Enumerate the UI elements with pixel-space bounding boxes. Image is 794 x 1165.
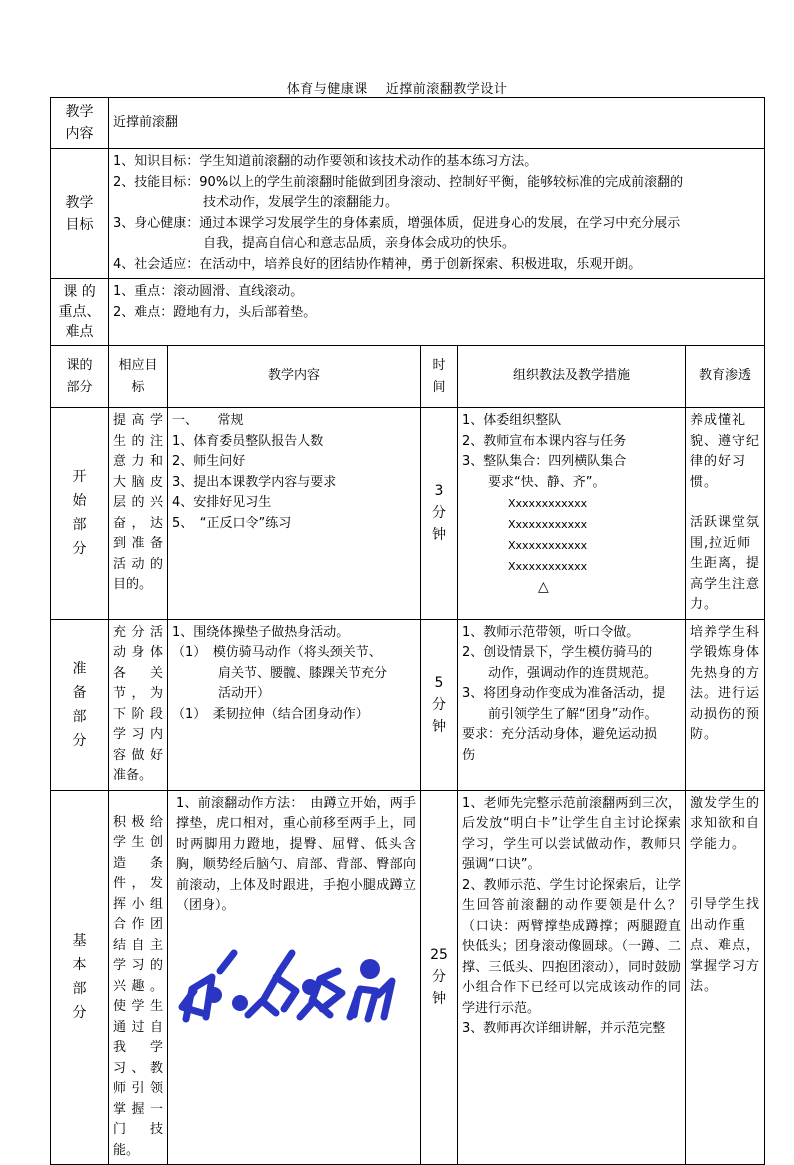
teaching-content-value: 近撑前滚翻 [109, 98, 765, 149]
edu-line: 引导学生找出动作重点、难点，掌握学习方法。 [690, 897, 761, 994]
label-teaching-content: 教学 内容 [51, 98, 109, 149]
formation-row: Xxxxxxxxxxxx [508, 539, 588, 552]
method-line: 伤 [462, 747, 476, 763]
label-teaching-goals: 教学 目标 [51, 149, 109, 279]
difficult-point: 2、难点：蹬地有力，头后部着垫。 [113, 304, 317, 320]
start-method [458, 408, 686, 620]
page-title [0, 78, 794, 97]
goal-health-cont: 自我，提高自信心和意志品质，亲身体会成功的快乐。 [203, 236, 516, 251]
roll-method-text: 1、前滚翻动作方法： 由蹲立开始，两手撑垫，虎口相对，重心前移至两手上，同时两脚用力蹬地，提臀、屈臂、低头含胸，顺势经后脑勺、肩部、背部、臀部向前滚动，上体及时跟进，手抱小腿成蹲立（团身）。 [176, 795, 416, 913]
content-line: （1） 柔韧拉伸（结合团身动作） [172, 706, 369, 722]
header-method: 组织教法及教学措施 [458, 346, 686, 408]
formation-row: Xxxxxxxxxxxx [508, 560, 588, 573]
start-time: 3 分 钟 [421, 408, 458, 620]
prep-time: 5 分 钟 [421, 619, 458, 790]
row-teaching-content [51, 98, 765, 149]
basic-target: 积极给学生创造条件，发挥小组合作团结自主学习的兴趣。使学生通过自我学习、教师引领掌握一门技能。 [109, 790, 168, 1165]
content-line: 肩关节、腰髋、膝踝关节充分 [218, 665, 388, 681]
title-course: 体育与健康课 [286, 82, 368, 97]
header-edu: 教育渗透 [686, 346, 765, 408]
row-start [51, 408, 765, 620]
goal-social: 4、社会适应：在活动中，培养良好的团结协作精神，勇于创新探索、积极进取，乐观开朗。 [113, 256, 642, 272]
row-prep [51, 619, 765, 790]
basic-edu [686, 790, 765, 1165]
forward-roll-figures [172, 931, 416, 1031]
basic-content [168, 790, 421, 1165]
prep-target: 充分活动身体各关节，为下阶段学习内容做好准备。 [109, 619, 168, 790]
content-line: 一、 常规 [172, 413, 244, 428]
start-edu [686, 408, 765, 620]
prep-edu: 培养学生科学锻炼身体先热身的方法。进行运动损伤的预防。 [686, 619, 765, 790]
content-line: （1） 模仿骑马动作（将头颈关节、 [172, 645, 382, 660]
method-line: 3、整队集合：四列横队集合 [462, 454, 627, 469]
label-key-points: 课 的 重点、 难点 [51, 279, 109, 346]
goal-skill: 2、技能目标：90%以上的学生前滚翻时能做到团身滚动、控制好平衡，能够较标准的完成前滚翻的 [113, 174, 684, 190]
method-paragraph: 2、教师示范、学生讨论探索后，让学生回答前滚翻的动作要领是什么？（口诀：两臂撑垫成蹲撑；两腿蹬直快低头；团身滚动像圆球。（一蹲、二撑、三低头、四抱团滚动），同时鼓励小组合作下已经可以完成该动作的同学进行示范。 [462, 877, 681, 1016]
prep-content [168, 619, 421, 790]
part-start: 开 始 部 分 [51, 408, 109, 620]
key-points-list [109, 279, 765, 346]
start-content [168, 408, 421, 620]
row-header [51, 346, 765, 408]
title-topic: 近撑前滚翻教学设计 [385, 82, 508, 97]
forward-roll-figure-icon [172, 931, 412, 1031]
method-paragraph: 1、老师先完整示范前滚翻两到三次，后发放“明白卡”让学生自主讨论探索学习，学生可以尝试做动作，教师只强调“口诀”。 [462, 795, 681, 872]
header-time: 时 间 [421, 346, 458, 408]
method-line: 3、将团身动作变成为准备活动，提 [462, 686, 666, 701]
method-line: 2、教师宣布本课内容与任务 [462, 433, 627, 449]
header-target: 相应目 标 [109, 346, 168, 408]
prep-method [458, 619, 686, 790]
basic-time: 25 分 钟 [421, 790, 458, 1165]
goal-skill-cont: 技术动作，发展学生的滚翻能力。 [203, 195, 399, 210]
content-line: 4、安排好见习生 [172, 495, 272, 510]
formation-row: Xxxxxxxxxxxx [508, 497, 588, 510]
content-line: 3、提出本课教学内容与要求 [172, 474, 337, 490]
part-prep: 准 备 部 分 [51, 619, 109, 790]
goal-health: 3、身心健康：通过本课学习发展学生的身体素质，增强体质，促进身心的发展，在学习中充分展示 [113, 215, 681, 231]
method-line: 2、创设情景下，学生模仿骑马的 [462, 645, 653, 660]
row-basic [51, 790, 765, 1165]
formation-row: Xxxxxxxxxxxx [508, 518, 588, 531]
content-line: 1、体育委员整队报告人数 [172, 433, 324, 449]
key-point: 1、重点：滚动圆滑、直线滚动。 [113, 284, 304, 299]
content-line: 1、围绕体操垫子做热身活动。 [172, 624, 350, 640]
row-key-points [51, 279, 765, 346]
method-line: 1、教师示范带领，听口令做。 [462, 624, 640, 640]
method-paragraph: 3、教师再次详细讲解，并示范完整 [462, 1021, 666, 1036]
content-line: 活动开） [218, 686, 271, 701]
header-part: 课的 部分 [51, 346, 109, 408]
start-target: 提高学生的注意力和大脑皮层的兴奋，达到准备活动的目的。 [109, 408, 168, 620]
header-content: 教学内容 [168, 346, 421, 408]
edu-line: 激发学生的求知欲和自学能力。 [690, 795, 761, 852]
teaching-goals-list [109, 149, 765, 279]
teacher-triangle-icon: △ [538, 579, 549, 595]
part-basic: 基 本 部 分 [51, 790, 109, 1165]
lesson-plan-table [50, 97, 765, 1165]
method-line: 要求：充分活动身体，避免运动损 [462, 727, 658, 742]
method-line: 1、体委组织整队 [462, 413, 562, 428]
row-teaching-goals [51, 149, 765, 279]
basic-method [458, 790, 686, 1165]
content-line: 5、 “正反口令”练习 [172, 515, 292, 531]
edu-line: 活跃课堂氛围,拉近师生距离，提高学生注意力。 [690, 515, 761, 612]
goal-knowledge: 1、知识目标：学生知道前滚翻的动作要领和该技术动作的基本练习方法。 [113, 154, 538, 169]
method-line: 前引领学生了解“团身”动作。 [488, 706, 658, 722]
method-line: 要求“快、静、齐”。 [488, 474, 606, 490]
method-line: 动作，强调动作的连贯规范。 [488, 665, 658, 681]
edu-line: 养成懂礼貌、遵守纪律的好习惯。 [690, 413, 761, 490]
content-line: 2、师生问好 [172, 454, 246, 469]
